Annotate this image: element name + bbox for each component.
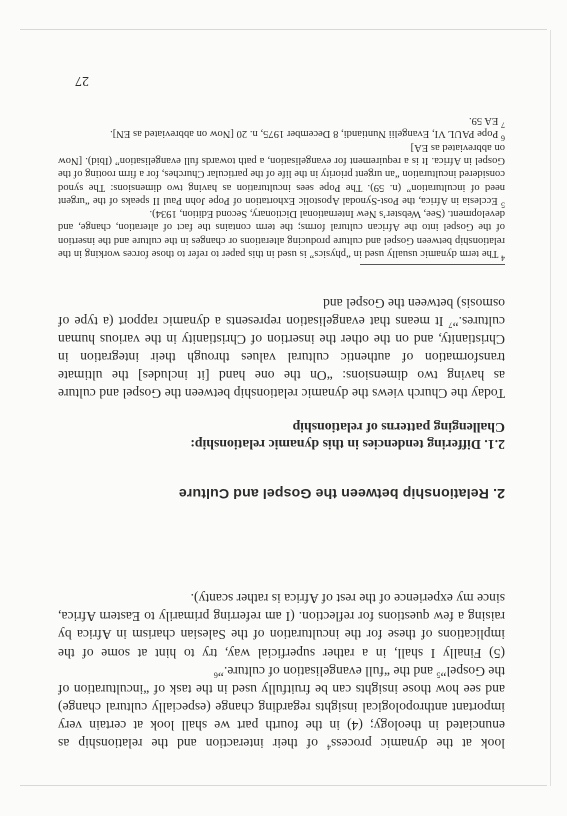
paragraph-text: and the “full evangelisation of culture.” — [217, 663, 437, 679]
paragraph-intro-continued — [58, 662, 505, 752]
paragraph-text: look at the dynamic process — [330, 736, 505, 751]
footnote-text: Pope PAUL VI, Evangelii Nuntiandi, 8 December 1975, n. 20 [Now on abbreviated as EN]. — [110, 128, 499, 140]
footnote-number: 6 — [501, 133, 505, 143]
footnote-text: The term dynamic usually used in “physics” is used in this paper to refer to those forces working in the relationship between Gospel and culture producing alterations or changes in the culture and the insertion of the Gospel into the African cultural forms; the term contains the fact of alteration, change, and development. (See, Webster’s New International Dictionary, Second Edition, 1934). — [58, 208, 505, 259]
footnote-7 — [58, 114, 505, 130]
footnote-4 — [58, 207, 505, 263]
subsection-subtitle: Challenging patterns of relationship — [292, 420, 505, 435]
footnote-number: 7 — [501, 120, 505, 130]
scan-edge-left — [550, 30, 551, 786]
scan-edge-top — [20, 785, 547, 786]
paragraph-text: of their interaction and the relationship as enunciated in theology; (4) in the fourth part we shall look at certain very important anthropological insights regarding change (especially cultural change) and see how those insights can be fruitfully used in the task of “inculturation of the Gospel” — [58, 663, 505, 751]
paragraph-church-view — [58, 294, 505, 403]
body-text-top — [58, 589, 505, 752]
subsection-heading — [53, 419, 505, 453]
footnotes — [58, 114, 505, 263]
page-number: 27 — [75, 73, 89, 88]
paragraph-point-5: (5) Finally I shall, in a rather superficial way, try to hint at some of the implications of these for the inculturation of the Salesian charism in Africa by raising a few questions for reflection. (I am referring primarily to Eastern Africa, since my experience of the rest of Africa is rather scanty). — [58, 591, 505, 661]
footnote-5 — [58, 140, 505, 210]
footnote-6 — [58, 127, 505, 143]
footnote-text: EA 59. — [468, 115, 499, 127]
scan-edge-bottom — [20, 29, 547, 30]
paragraph-text: It means that evangelisation represents a dynamic rapport (a type of osmosis) between the Gospel and — [58, 295, 505, 330]
body-text-section-2 — [58, 280, 505, 416]
subsection-title: 2.1. Differing tendencies in this dynamic relationship: — [190, 437, 505, 452]
footnote-marker-5[interactable]: 5 — [436, 670, 441, 680]
section-heading: 2. Relationship between the Gospel and Culture — [178, 485, 505, 501]
footnote-marker-7[interactable]: 7 — [448, 320, 453, 330]
footnote-marker-4[interactable]: 4 — [326, 742, 331, 752]
footnote-text: Ecclesia in Africa, the Post-Synodal Apostolic Exhortation of Pope John Paul II speaks of the “urgent need of inculturation” (n. 59). The Pope sees inculturation as having two dimensions: The synod considered inculturation “an urgent priority in the life of the particular Churches, for a firm rooting of the Gospel in Africa. It is a requirement for evangelisation, a path towards full evangelisation” (Ibid). [Now on abbreviated as EA] — [58, 141, 505, 206]
footnote-marker-6[interactable]: 6 — [213, 670, 218, 680]
footnote-separator — [360, 264, 505, 265]
footnote-number: 5 — [501, 200, 505, 210]
paragraph-text: Today the Church views the dynamic relationship between the Gospel and culture as having two dimensions: “On the one hand [it includes] the ultimate transformation of authentic cultural values through their integration in Christianity, and on the other the insertion of Christianity in the various human cultures.” — [58, 314, 505, 402]
footnote-number: 4 — [501, 253, 505, 263]
